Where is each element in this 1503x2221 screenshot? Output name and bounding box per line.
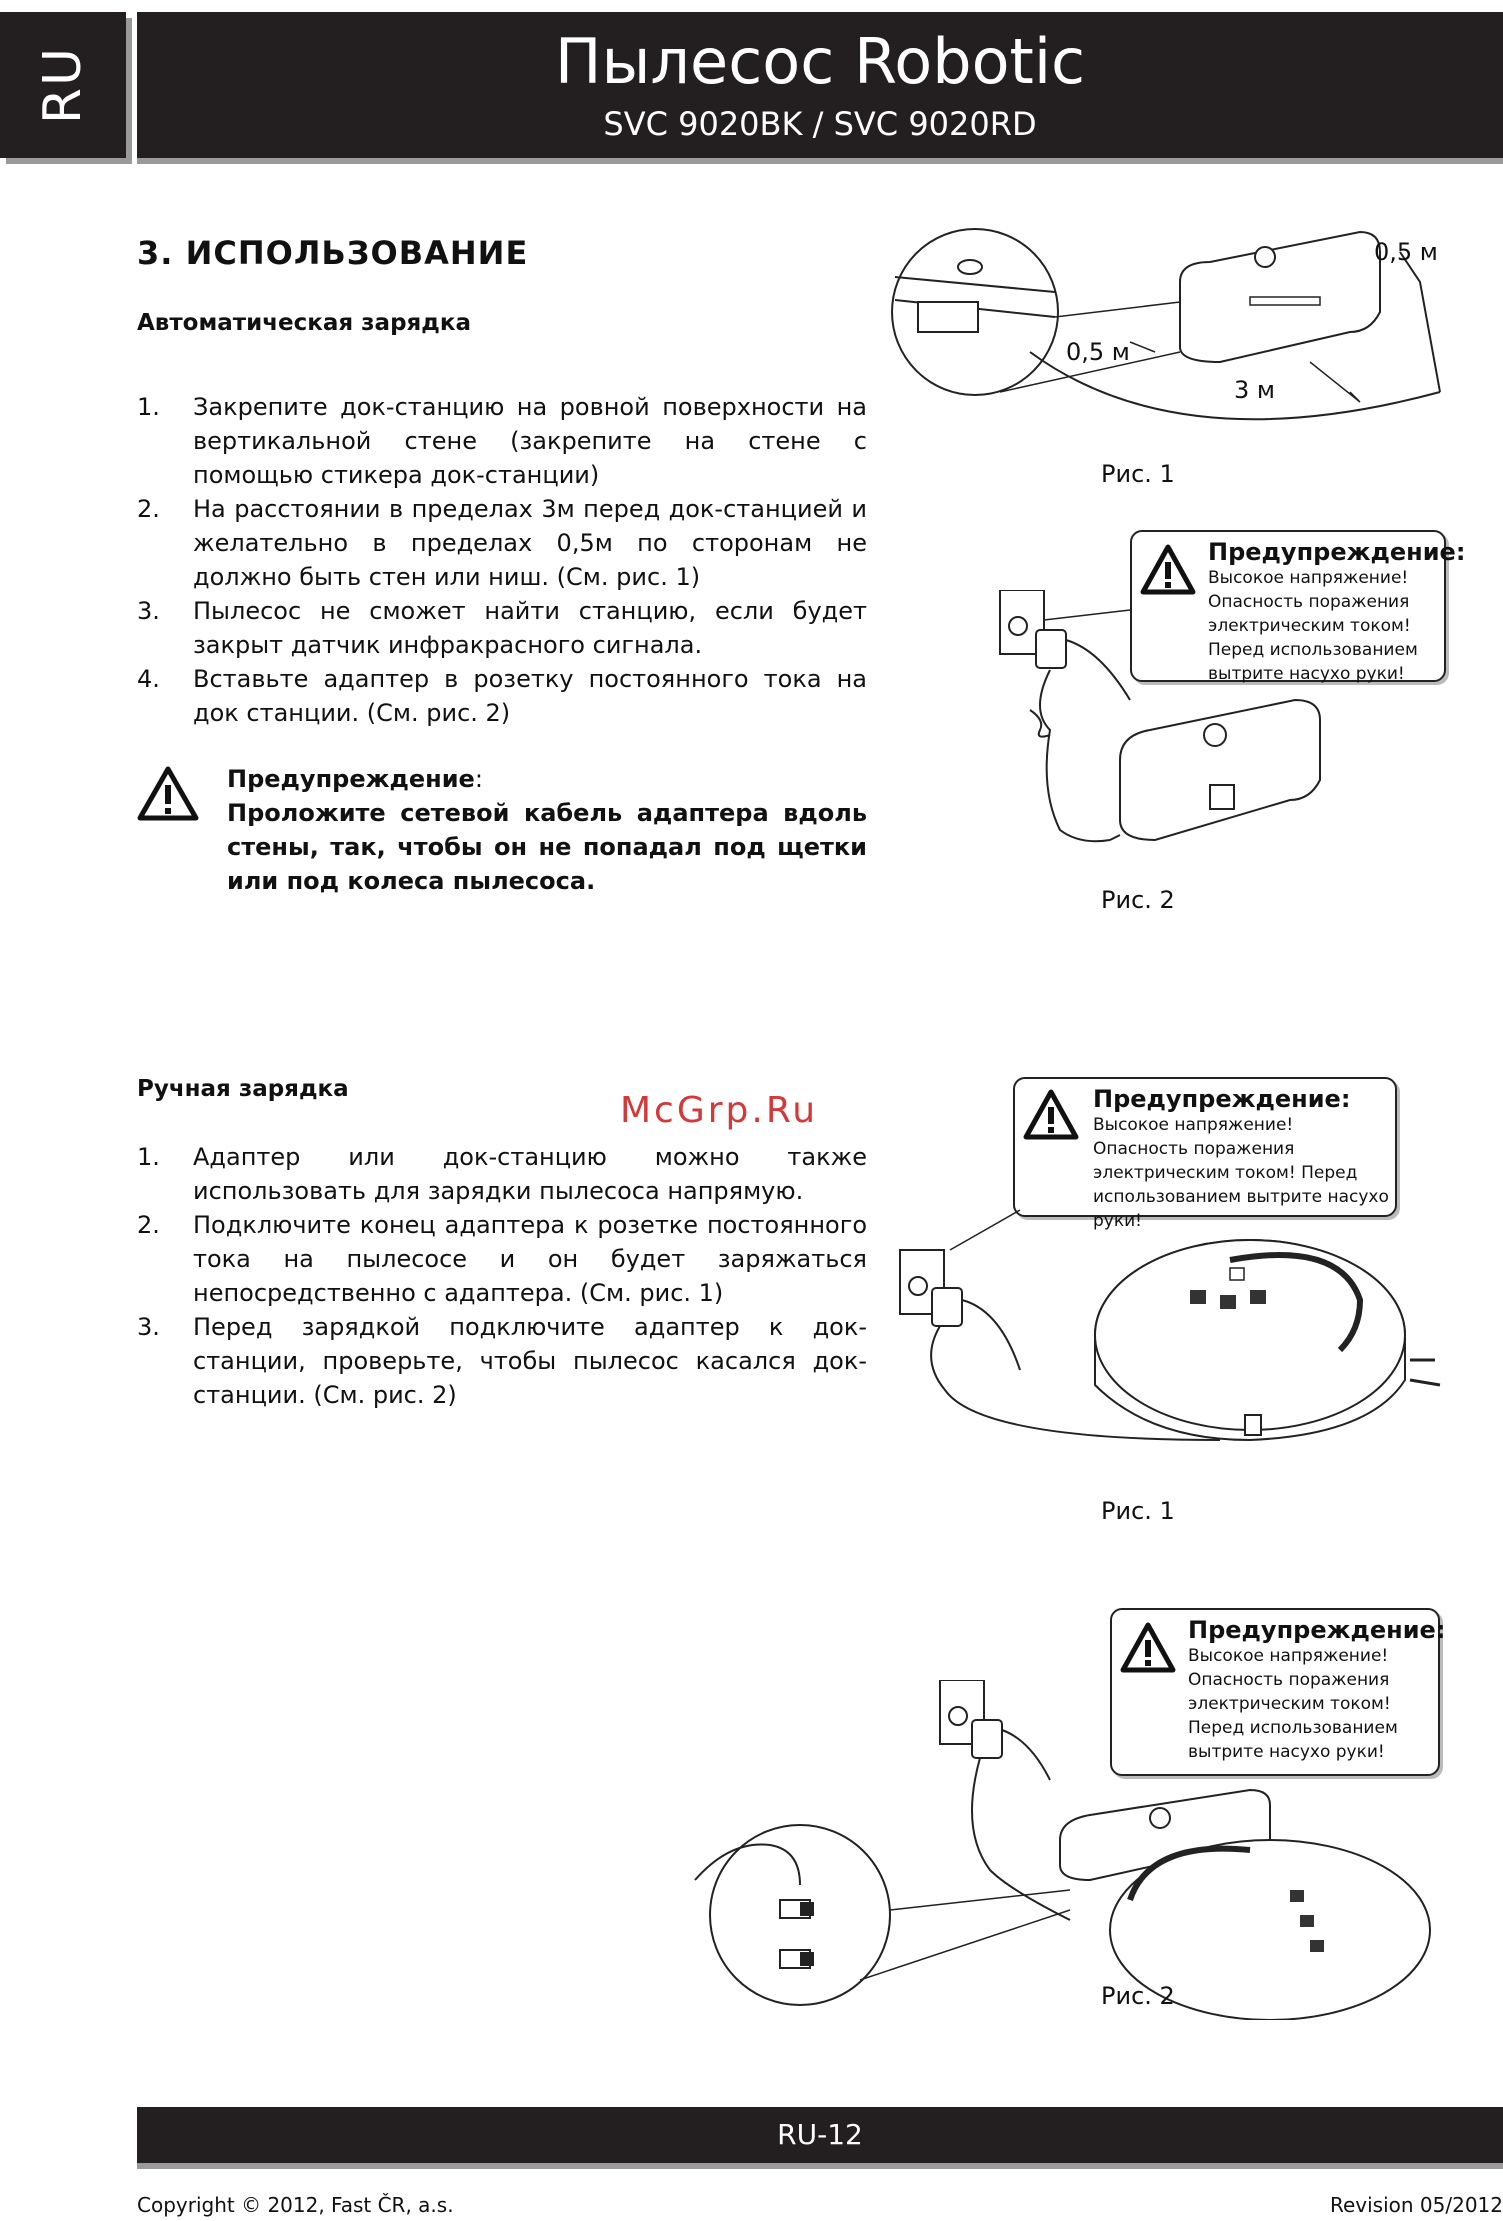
page-title: Пылесос Robotic [554,25,1086,98]
fig1-label-left: 0,5 м [1066,338,1130,366]
warning-icon [1140,544,1196,596]
list-item: 2. Подключите конец адаптера к розетке постоянного тока на пылесосе и он будет заряжаться непосредственно с адаптера. (См. рис. 1) [137,1211,867,1307]
fig2-bottom-caption: Рис. 2 [1101,1982,1175,2010]
warning-icon [1120,1622,1176,1674]
model-numbers: SVC 9020BK / SVC 9020RD [603,105,1037,143]
warning-box-2: Предупреждение: Высокое напряжение! Опасность поражения электрическим током! Перед использованием вытрите насухо руки! [1013,1077,1397,1217]
manual-charging-list [137,1140,867,1412]
list-item: 1. Закрепите док-станцию на ровной поверхности на вертикальной стене (закрепите на стене с помощью стикера док-станции) [137,393,867,489]
list-item: 4. Вставьте адаптер в розетку постоянного тока на док станции. (См. рис. 2) [137,665,867,727]
fig2-top-caption: Рис. 2 [1101,886,1175,914]
fig1-bottom-caption: Рис. 1 [1101,1497,1175,1525]
dock-placement-figure [880,222,1460,442]
revision: Revision 05/2012 [1329,2193,1503,2217]
fig1-label-front: 3 м [1234,376,1276,404]
list-item: 2. На расстоянии в пределах 3м перед док-станцией и желательно в пределах 0,5м по сторонам не должно быть стен или ниш. (См. рис. 1) [137,495,867,591]
page-number: RU-12 [777,2118,863,2151]
auto-charging-list [137,390,867,730]
warning-box-3: Предупреждение: Высокое напряжение! Опасность поражения электрическим током! Перед использованием вытрите насухо руки! [1110,1608,1440,1776]
fig1-top-caption: Рис. 1 [1101,460,1175,488]
warning-box-1: Предупреждение: Высокое напряжение! Опасность поражения электрическим током! Перед использованием вытрите насухо руки! [1130,530,1446,682]
vacuum-dock-figure [690,1680,1450,2020]
auto-charging-title: Автоматическая зарядка [137,310,472,336]
dock-adapter-figure [990,590,1350,890]
list-item: 3. Перед зарядкой подключите адаптер к док-станции, проверьте, чтобы пылесос касался док-станции. (См. рис. 2) [137,1313,867,1409]
section-heading: 3. ИСПОЛЬЗОВАНИЕ [137,234,529,272]
list-item: 3. Пылесос не сможет найти станцию, если будет закрыт датчик инфракрасного сигнала. [137,597,867,659]
warning-icon [1023,1089,1079,1141]
fig1-label-right: 0,5 м [1374,238,1438,266]
inline-warning: Предупреждение: Проложите сетевой кабель адаптера вдоль стены, так, чтобы он не попадал под щетки или под колеса пылесоса. [227,765,867,895]
vacuum-direct-charge-figure [890,1190,1450,1490]
warning-icon [137,766,199,822]
watermark: McGrp.Ru [620,1090,819,1131]
manual-charging-title: Ручная зарядка [137,1076,349,1102]
copyright: Copyright © 2012, Fast ČR, a.s. [137,2193,454,2217]
list-item: 1. Адаптер или док-станцию можно также использовать для зарядки пылесоса напрямую. [137,1143,867,1205]
language-code: RU [32,45,93,125]
